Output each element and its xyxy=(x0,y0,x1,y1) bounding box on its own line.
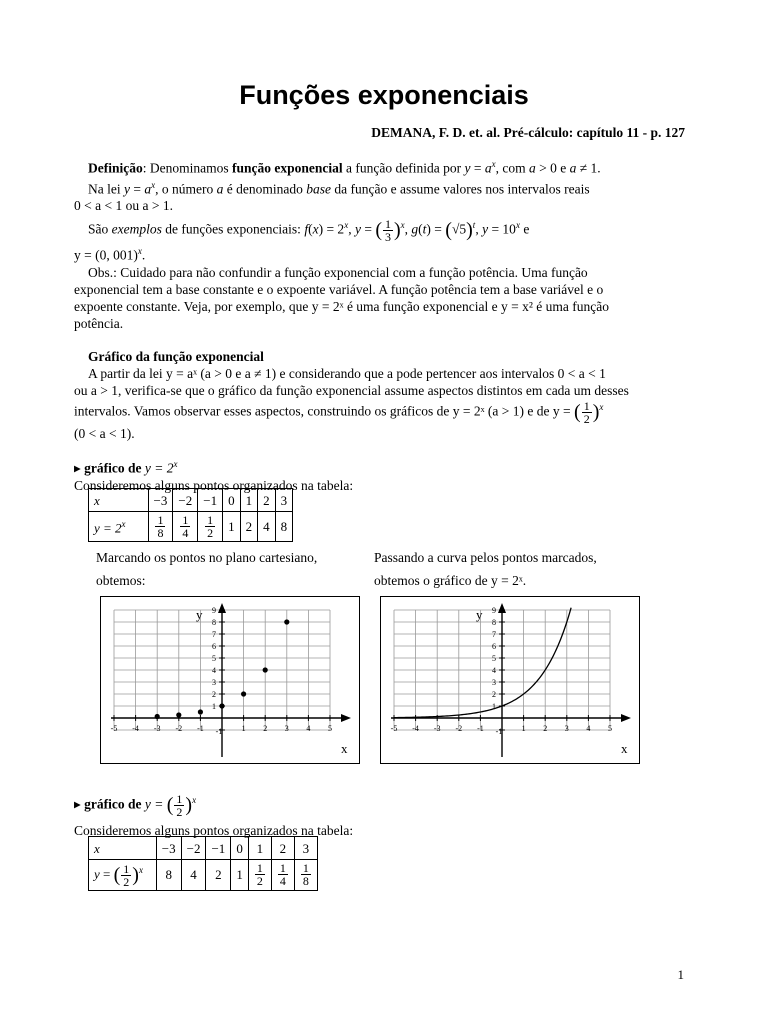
definition-block: Definição: Denominamos função exponencial a função definida por $y = a^x$, com a > 0 e a ≠ 1. Na lei $y = a^x$, o número a é denominado base da função e assume valores nos intervalos reais 0 < a < 1 ou a > 1. São exemplos de funções exponenciais: $f(x) = 2^x$, y = ( $\frac{1}{3}$ )$^x$, $g(t) = (√5)^t$, $y = 10^x$ e y = (0, 001)$^x$. xyxy=(74,159,601,263)
y-tick-label: 1 xyxy=(212,702,216,711)
y-tick-label: 9 xyxy=(212,606,216,615)
table-cell: $\frac{1}{4}$ xyxy=(173,512,198,542)
y-axis-label: y xyxy=(476,607,483,622)
table-cell: 2 xyxy=(271,837,294,860)
y-axis-label: y xyxy=(196,607,203,622)
table-cell: 0 xyxy=(223,489,241,512)
graph-points-svg xyxy=(101,597,359,763)
table-header-y: $y = 2^x$ xyxy=(89,512,149,542)
page-number: 1 xyxy=(677,967,684,982)
table-row xyxy=(89,489,293,512)
table-row xyxy=(89,837,318,860)
table-header-x: x xyxy=(89,837,157,860)
y-tick-label: 3 xyxy=(212,678,216,687)
y-tick-label: 8 xyxy=(492,618,496,627)
x-tick-label: -2 xyxy=(175,724,183,733)
table-header-x: x xyxy=(89,489,149,512)
x-tick-label: 1 xyxy=(521,724,526,733)
x-axis-arrow xyxy=(621,714,631,722)
x-tick-label: 1 xyxy=(241,724,246,733)
x-tick-label: -5 xyxy=(110,724,118,733)
y-tick-label: 6 xyxy=(212,642,216,651)
x-tick-label: -3 xyxy=(153,724,161,733)
data-point xyxy=(263,667,268,672)
x-tick-label: 2 xyxy=(263,724,268,733)
y-tick-label: 2 xyxy=(212,690,216,699)
obs-block: Obs.: Cuidado para não confundir a função exponencial com a função potência. Uma função exponencial tem a base constante e o expoente variável. A função potência tem a base variável e o expoente constante. Veja, por exemplo, que y = 2ˣ é uma função exponencial e y = x² é uma função potência. xyxy=(74,265,609,331)
table-cell: 2 xyxy=(206,860,231,891)
table-cell: 3 xyxy=(294,837,317,860)
data-point xyxy=(176,712,181,717)
x-axis-label: x xyxy=(341,741,348,756)
y-tick-label: 7 xyxy=(212,630,216,639)
table-cell: $\frac{1}{4}$ xyxy=(271,860,294,891)
reference-line: DEMANA, F. D. et. al. Pré-cálculo: capítulo 11 - p. 127 xyxy=(371,125,685,140)
y-tick-label: 3 xyxy=(492,678,496,687)
data-point xyxy=(155,714,160,719)
table-cell: 8 xyxy=(275,512,293,542)
table-row xyxy=(89,512,293,542)
x-tick-label: 2 xyxy=(543,724,548,733)
graph-points xyxy=(100,596,360,764)
table-cell: 1 xyxy=(223,512,241,542)
y-tick-label: 6 xyxy=(492,642,496,651)
table-half-x xyxy=(88,836,318,891)
y-tick-label: 5 xyxy=(212,654,216,663)
x-tick-label: 3 xyxy=(564,724,569,733)
table-cell: $\frac{1}{2}$ xyxy=(198,512,223,542)
y-tick-label: 4 xyxy=(212,666,216,675)
table-cell: −2 xyxy=(181,837,206,860)
y-tick-label: 4 xyxy=(492,666,496,675)
series-line xyxy=(394,608,571,718)
table-cell: −1 xyxy=(206,837,231,860)
x-tick-label: -4 xyxy=(132,724,139,733)
graph-section-block: Gráfico da função exponencial A partir da lei y = aˣ (a > 0 e a ≠ 1) e considerando que a pode pertencer aos intervalos 0 < a < 1 ou a > 1, verifica-se que o gráfico da função exponencial assume aspectos distintos em cada um desses intervalos. Vamos observar esses aspectos, construindo os gráficos de y = 2ˣ (a > 1) e de y = ( $\frac{1}{2}$ )$^x$ (0 < a < 1). xyxy=(74,349,629,441)
y-tick-label: 8 xyxy=(212,618,216,627)
table-cell: 2 xyxy=(240,512,258,542)
table-cell: 4 xyxy=(258,512,276,542)
data-point xyxy=(219,703,224,708)
origin-label: -1 xyxy=(495,727,503,736)
table-cell: 8 xyxy=(156,860,181,891)
data-point xyxy=(241,691,246,696)
table-cell: −3 xyxy=(148,489,173,512)
table-cell: 1 xyxy=(231,860,249,891)
section2-heading: ▸ gráfico de y = ( $\frac{1}{2}$ )$^x$ Consideremos alguns pontos organizados na tabela: xyxy=(74,791,354,838)
table-row xyxy=(89,860,318,891)
y-tick-label: 1 xyxy=(492,702,496,711)
graph-curve xyxy=(380,596,640,764)
y-tick-label: 2 xyxy=(492,690,496,699)
table-2x xyxy=(88,488,293,542)
table-cell: 1 xyxy=(248,837,271,860)
x-tick-label: -2 xyxy=(455,724,463,733)
page-title: Funções exponenciais xyxy=(239,80,529,110)
table-cell: $\frac{1}{2}$ xyxy=(248,860,271,891)
x-tick-label: 3 xyxy=(284,724,289,733)
table-cell: 0 xyxy=(231,837,249,860)
data-point xyxy=(284,619,289,624)
y-axis-arrow xyxy=(218,603,226,613)
table-header-y: y = ( $\frac{1}{2}$ )$^x$ xyxy=(89,860,157,891)
x-tick-label: -3 xyxy=(433,724,441,733)
y-tick-label: 7 xyxy=(492,630,496,639)
table-cell: 1 xyxy=(240,489,258,512)
table-cell: 2 xyxy=(258,489,276,512)
section1-heading: ▸ gráfico de $y = 2^x$ Consideremos alguns pontos organizados na tabela: xyxy=(74,459,354,493)
table-cell: −3 xyxy=(156,837,181,860)
graph-curve-svg xyxy=(381,597,639,763)
x-tick-label: -5 xyxy=(390,724,398,733)
table-cell: −2 xyxy=(173,489,198,512)
y-tick-label: 5 xyxy=(492,654,496,663)
right-caption: Passando a curva pelos pontos marcados, obtemos o gráfico de y = 2ˣ. xyxy=(374,550,597,588)
x-axis-label: x xyxy=(621,741,628,756)
table-cell: 3 xyxy=(275,489,293,512)
x-axis-arrow xyxy=(341,714,351,722)
x-tick-label: 4 xyxy=(306,724,311,733)
y-axis-arrow xyxy=(498,603,506,613)
table-cell: 4 xyxy=(181,860,206,891)
table-cell: $\frac{1}{8}$ xyxy=(294,860,317,891)
y-tick-label: 9 xyxy=(492,606,496,615)
data-point xyxy=(198,709,203,714)
x-tick-label: -1 xyxy=(477,724,484,733)
left-caption: Marcando os pontos no plano cartesiano, obtemos: xyxy=(96,550,318,588)
x-tick-label: -4 xyxy=(412,724,419,733)
x-tick-label: 4 xyxy=(586,724,591,733)
table-cell: −1 xyxy=(198,489,223,512)
x-tick-label: -1 xyxy=(197,724,204,733)
table-cell: $\frac{1}{8}$ xyxy=(148,512,173,542)
x-tick-label: 5 xyxy=(608,724,612,733)
origin-label: -1 xyxy=(215,727,223,736)
x-tick-label: 5 xyxy=(328,724,332,733)
